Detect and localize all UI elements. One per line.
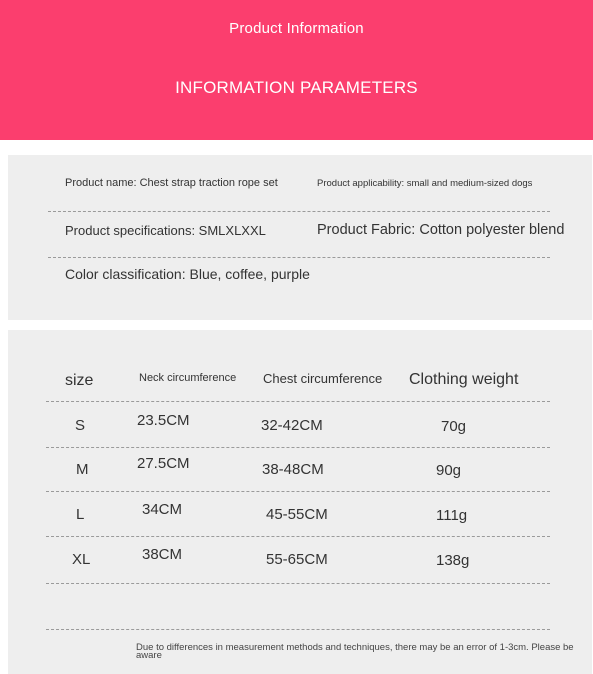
divider	[48, 257, 550, 258]
table-cell-chest: 55-65CM	[266, 551, 328, 568]
table-cell-neck: 23.5CM	[137, 412, 190, 429]
size-table-panel	[8, 330, 592, 674]
table-cell-chest: 38-48CM	[262, 461, 324, 478]
table-cell-size: S	[75, 417, 86, 434]
header-banner	[0, 0, 593, 140]
table-cell-chest: 32-42CM	[261, 417, 323, 434]
product-specifications: Product specifications: SMLXLXXL	[65, 223, 266, 238]
divider	[46, 536, 550, 537]
banner-subtitle: INFORMATION PARAMETERS	[175, 78, 418, 97]
table-cell-neck: 27.5CM	[137, 455, 190, 472]
table-cell-size: M	[76, 461, 89, 478]
product-info-panel	[8, 155, 592, 320]
table-cell-weight: 70g	[441, 418, 467, 435]
table-cell-weight: 138g	[436, 552, 470, 569]
header-chest-circumference: Chest circumference	[263, 371, 383, 386]
divider	[46, 583, 550, 584]
header-size: size	[65, 372, 94, 389]
table-cell-neck: 34CM	[142, 501, 183, 518]
table-cell-size: XL	[72, 551, 91, 568]
divider	[48, 211, 550, 212]
divider	[46, 629, 550, 630]
divider	[46, 401, 550, 402]
divider	[46, 447, 550, 448]
header-clothing-weight: Clothing weight	[409, 371, 519, 388]
table-cell-size: L	[76, 506, 85, 523]
table-cell-chest: 45-55CM	[266, 506, 328, 523]
header-neck-circumference: Neck circumference	[139, 372, 237, 384]
table-cell-weight: 111g	[436, 507, 468, 524]
banner-title: Product Information	[229, 20, 364, 37]
product-name: Product name: Chest strap traction rope set	[65, 177, 278, 189]
measurement-note: Due to differences in measurement methods and techniques, there may be an error of 1-3cm. Please be aware	[136, 642, 574, 661]
product-applicability: Product applicability: small and medium-sized dogs	[317, 178, 533, 189]
product-fabric: Product Fabric: Cotton polyester blend	[317, 222, 565, 238]
table-cell-weight: 90g	[436, 462, 462, 479]
color-classification: Color classification: Blue, coffee, purple	[65, 266, 310, 282]
table-cell-neck: 38CM	[142, 546, 183, 563]
divider	[46, 491, 550, 492]
